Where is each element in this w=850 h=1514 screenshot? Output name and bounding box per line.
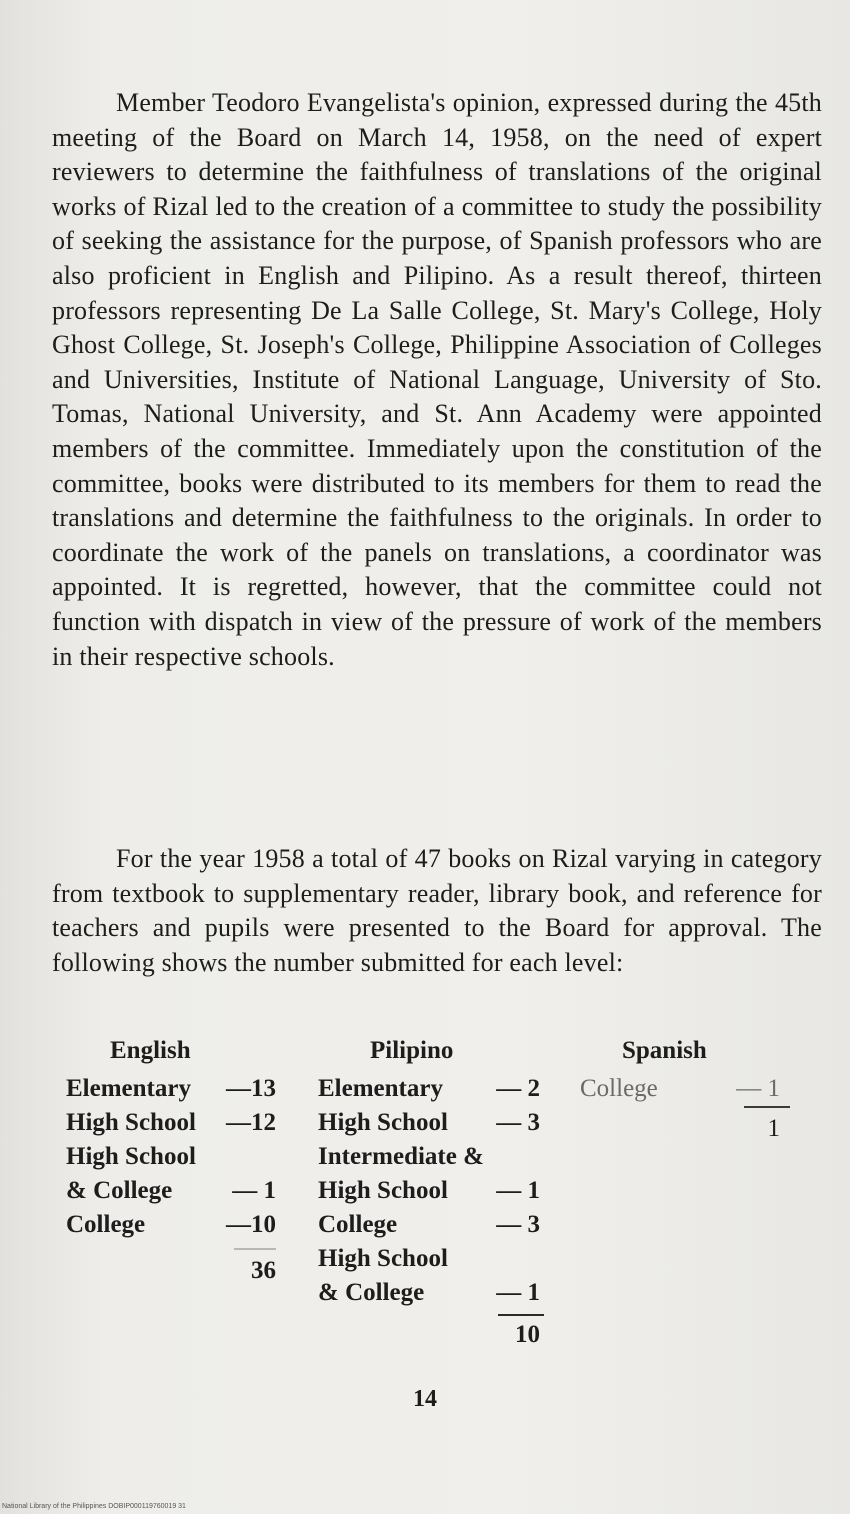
row-value: — 3 [496, 1211, 540, 1238]
row-label: Elementary [66, 1075, 191, 1102]
column-heading-pilipino: Pilipino [370, 1037, 454, 1064]
column-total-english: 36 [251, 1257, 276, 1284]
paragraph-committee: Member Teodoro Evangelista's opinion, expressed during the 45th meeting of the Board on March 14, 1958, on the need of expert reviewers to determine the faithfulness of translations of the original works of Rizal led to the creation of a committee to study the possibility of seeking the assistance for the purpose, of Spanish professors who are also proficient in English and Pilipino. As a result thereof, thirteen professors representing De La Salle College, St. Mary's College, Holy Ghost College, St. Joseph's College, Philippine Association of Colleges and Universities, Institute of National Language, University of Sto. Tomas, National University, and St. Ann Academy were appointed members of the committee. Immediately upon the constitution of the committee, books were distributed to its members for them to read the translations and determine the faithfulness to the originals. In order to coordinate the work of the panels on translations, a coordinator was appointed. It is regretted, however, that the committee could not function with dispatch in view of the pressure of work of the members in their respective schools. [52, 88, 822, 671]
table-row [580, 1072, 810, 1106]
row-label: High School [66, 1143, 196, 1170]
table-row [66, 1174, 296, 1208]
row-value: — 1 [232, 1177, 276, 1204]
column-heading-english: English [110, 1037, 191, 1064]
column-heading-spanish: Spanish [622, 1037, 707, 1064]
column-total-pilipino: 10 [515, 1321, 540, 1348]
table-column-spanish [580, 1034, 810, 1146]
row-label: & College [66, 1177, 173, 1204]
table-total-row [580, 1106, 810, 1146]
paragraph-books-1958: For the year 1958 a total of 47 books on Rizal varying in category from textbook to supplementary reader, library book, and reference for teachers and pupils were presented to the Board for approval. The following shows the number submitted for each level: [52, 844, 822, 977]
table-column-english [66, 1034, 296, 1282]
row-label: High School [318, 1109, 448, 1136]
row-label: College [66, 1211, 146, 1238]
page-number: 14 [413, 1386, 437, 1412]
row-value: — 2 [496, 1075, 540, 1102]
library-footer: National Library of the Philippines DOBIP000119760019 31 [2, 1503, 186, 1510]
total-rule [498, 1314, 544, 1316]
column-total-spanish: 1 [767, 1115, 780, 1142]
table-row [318, 1072, 558, 1106]
table-row [66, 1140, 296, 1174]
row-label: College [318, 1211, 398, 1238]
table-row [66, 1208, 296, 1242]
table-row [318, 1140, 558, 1174]
total-rule [744, 1106, 790, 1108]
row-label: High School [318, 1245, 448, 1272]
table-total-row [66, 1242, 296, 1282]
row-label: & College [318, 1279, 425, 1306]
row-value: — 1 [736, 1075, 780, 1102]
table-row [66, 1106, 296, 1140]
total-rule [234, 1248, 276, 1250]
table-row [318, 1242, 558, 1276]
table-row [318, 1276, 558, 1310]
row-label: Elementary [318, 1075, 443, 1102]
row-label: College [580, 1075, 658, 1102]
row-label: High School [66, 1109, 196, 1136]
row-label: Intermediate & [318, 1143, 484, 1170]
row-value: — 1 [496, 1177, 540, 1204]
row-value: — 1 [496, 1279, 540, 1306]
table-column-pilipino [318, 1034, 558, 1350]
row-value: —12 [226, 1109, 276, 1136]
table-row [66, 1072, 296, 1106]
table-row [318, 1174, 558, 1208]
table-row [318, 1208, 558, 1242]
row-label: High School [318, 1177, 448, 1204]
table-row [318, 1106, 558, 1140]
row-value: — 3 [496, 1109, 540, 1136]
row-value: —10 [226, 1211, 276, 1238]
table-total-row [318, 1310, 558, 1350]
row-value: —13 [226, 1075, 276, 1102]
